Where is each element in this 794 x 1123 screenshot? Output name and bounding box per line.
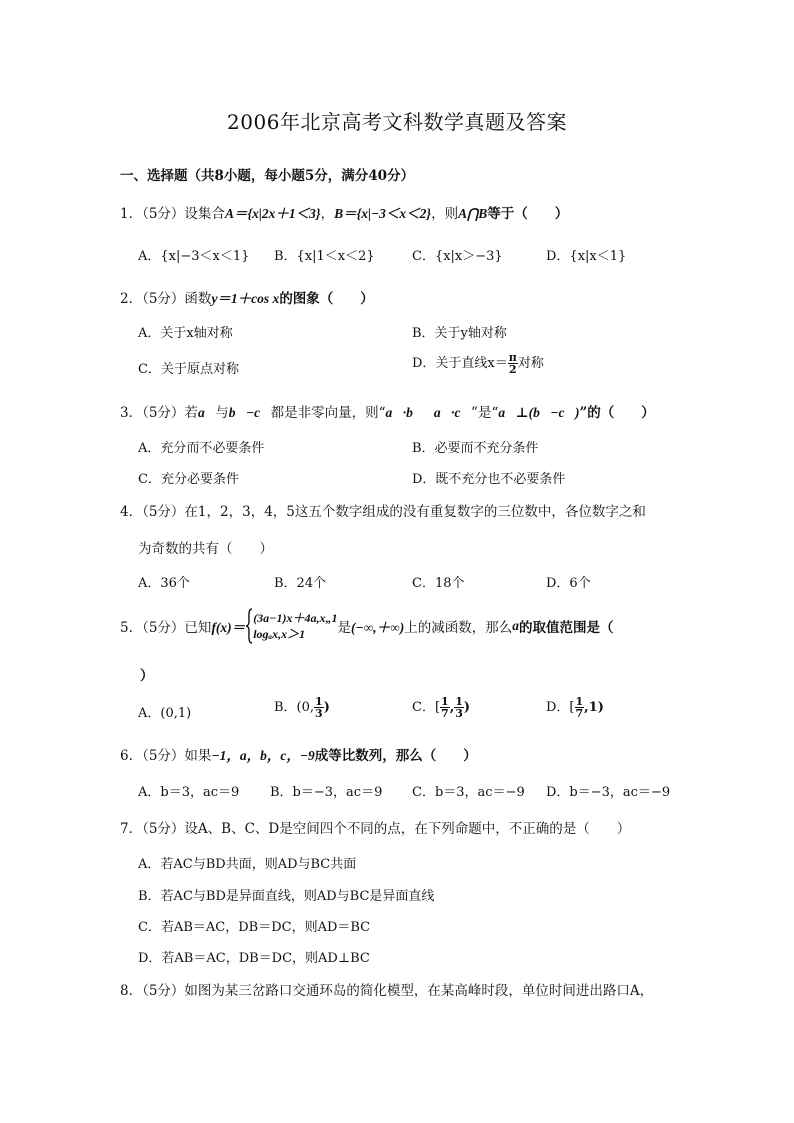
question-2-option-d[interactable]: D．关于直线x＝ $\frac{\pi}{2}$ 对称	[412, 351, 544, 376]
question-1-option-c[interactable]: C．{x|x＞−3}	[412, 249, 503, 264]
question-6-option-c[interactable]: C．b＝3，ac＝−9	[412, 785, 525, 800]
question-1-option-d[interactable]: D．{x|x＜1}	[546, 249, 627, 264]
question-4-option-a[interactable]: A．36个	[138, 576, 190, 591]
question-1-option-a[interactable]: A．{x|−3＜x＜1}	[138, 249, 250, 264]
question-5-option-b[interactable]: B．(0, $\frac{1}{3}$ )	[274, 695, 330, 720]
question-1-option-b[interactable]: B．{x|1＜x＜2}	[274, 249, 375, 264]
question-2-option-c[interactable]: C．关于原点对称	[138, 362, 239, 377]
question-6-option-d[interactable]: D．b＝−3，ac＝−9	[546, 785, 671, 800]
question-1-stem: 1．（5分）设集合A＝{x|2x＋1＜3}，B＝{x|−3＜x＜2}，则A⋂B等于（ ）	[120, 206, 569, 222]
question-5-stem: 5．（5分）已知f(x)＝ (3a−1)x＋4a,x„1 logₐx,x＞1 是(−∞,＋∞)上的减函数，那么a的取值范围是（	[120, 608, 614, 644]
question-3-option-a[interactable]: A．充分而不必要条件	[138, 441, 265, 456]
question-4-option-b[interactable]: B．24个	[274, 576, 327, 591]
question-2-option-b[interactable]: B．关于y轴对称	[412, 326, 507, 341]
question-4-line-2: 为奇数的共有（ ）	[138, 541, 273, 557]
question-6-option-a[interactable]: A．b＝3，ac＝9	[138, 785, 240, 800]
question-5-option-a[interactable]: A．(0,1)	[138, 706, 192, 721]
question-7-option-b[interactable]: B．若AC与BD是异面直线，则AD与BC是异面直线	[138, 889, 435, 904]
question-4-option-d[interactable]: D．6个	[546, 576, 591, 591]
left-brace-icon	[245, 608, 253, 644]
question-6-option-b[interactable]: B．b＝−3，ac＝9	[270, 785, 383, 800]
question-7-stem: 7．（5分）设A、B、C、D是空间四个不同的点，在下列命题中，不正确的是（ ）	[120, 821, 631, 837]
question-3-stem: 3．（5分）若a⃗与b⃗−c⃗都是非零向量，则“a⃗·b⃗＝a⃗·c⃗”是“a⃗⊥(b⃗−c⃗)”的（ ）	[120, 405, 655, 421]
question-4-option-c[interactable]: C．18个	[412, 576, 465, 591]
question-2-stem: 2．（5分）函数y＝1＋cos x的图象（ ）	[120, 291, 374, 307]
question-3-option-b[interactable]: B．必要而不充分条件	[412, 441, 539, 456]
question-5-option-c[interactable]: C．[ $\frac{1}{7}$ , $\frac{1}{3}$ )	[412, 695, 471, 720]
question-6-stem: 6．（5分）如果−1，a，b，c，−9成等比数列，那么（ ）	[120, 748, 477, 764]
question-3-option-d[interactable]: D．既不充分也不必要条件	[412, 472, 566, 487]
section-heading: 一、选择题（共8小题，每小题5分，满分40分）	[120, 168, 415, 184]
question-5-option-d[interactable]: D．[ $\frac{1}{7}$ ,1)	[546, 695, 604, 720]
question-5-line-2: ）	[140, 668, 154, 684]
question-3-option-c[interactable]: C．充分必要条件	[138, 472, 239, 487]
question-2-option-a[interactable]: A．关于x轴对称	[138, 326, 233, 341]
question-7-option-d[interactable]: D．若AB＝AC，DB＝DC，则AD⊥BC	[138, 951, 370, 966]
piecewise-brace: (3a−1)x＋4a,x„1 logₐx,x＞1	[245, 608, 337, 644]
fraction: $\frac{\pi}{2}$	[508, 351, 517, 376]
question-8-line-1: 8．（5分）如图为某三岔路口交通环岛的简化模型，在某高峰时段，单位时间进出路口A，	[120, 983, 654, 999]
question-7-option-a[interactable]: A．若AC与BD共面，则AD与BC共面	[138, 857, 357, 872]
page-title: 2006年北京高考文科数学真题及答案	[227, 110, 567, 134]
question-7-option-c[interactable]: C．若AB＝AC，DB＝DC，则AD＝BC	[138, 920, 371, 935]
question-4-line-1: 4．（5分）在1，2，3，4，5这五个数字组成的没有重复数字的三位数中，各位数字之和	[120, 504, 646, 520]
